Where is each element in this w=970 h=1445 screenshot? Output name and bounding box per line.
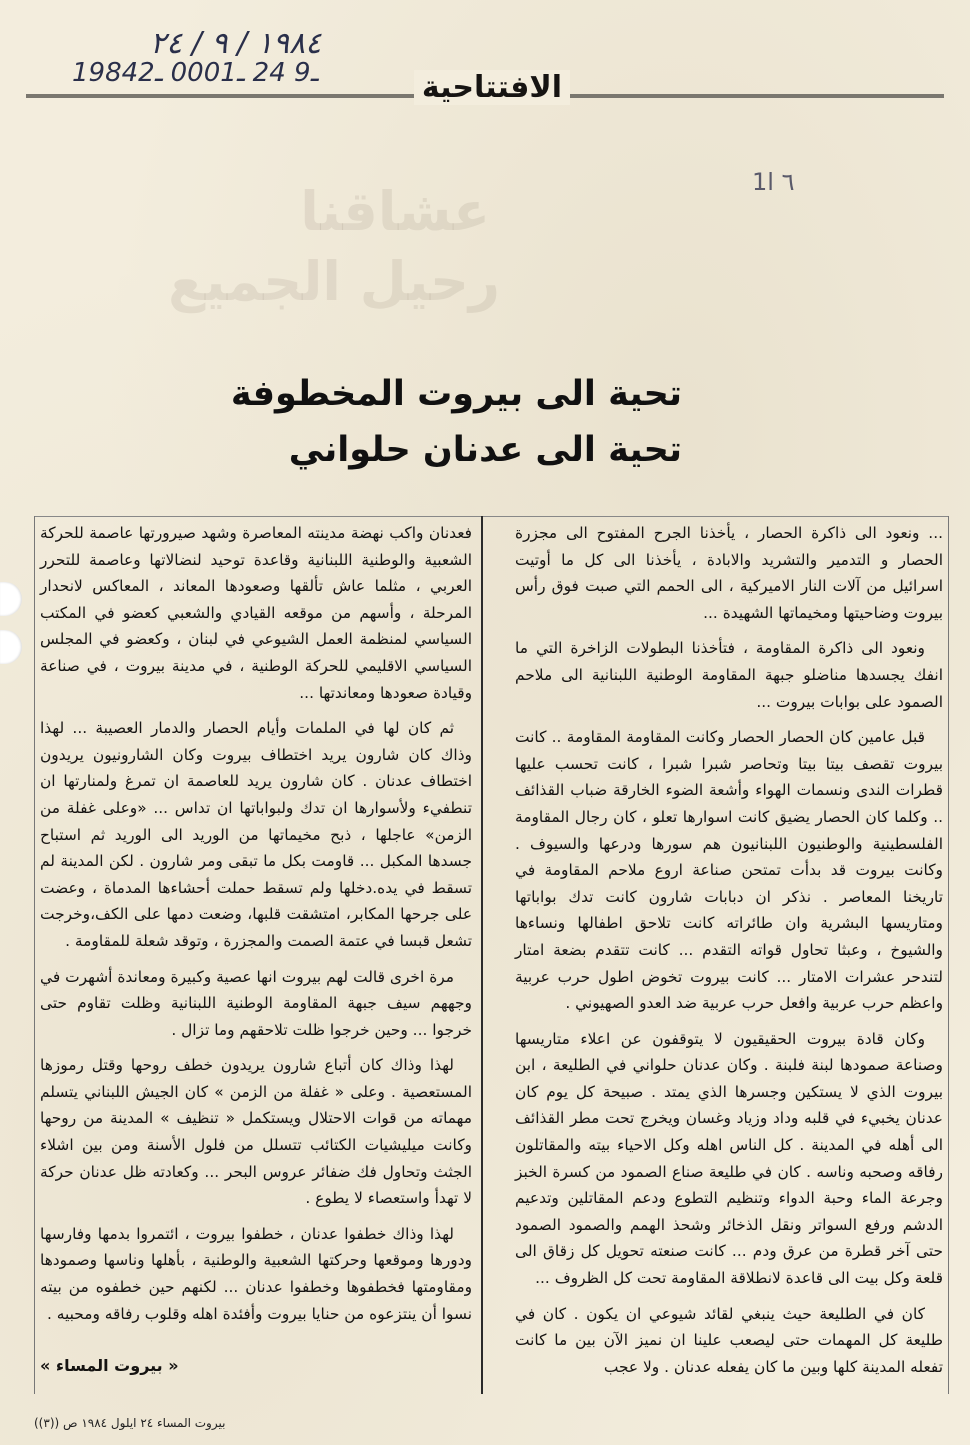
page-footer: بيروت المساء ٢٤ ايلول ١٩٨٤ ص ((٣)): [34, 1416, 226, 1430]
paragraph: مرة اخرى قالت لهم بيروت انها عصية وكبيرة ومعاندة أشهرت في وجههم سيف جبهة المقاومة الوطنية اللبنانية وظلت تقاوم حتى خرجوا ... وحين خرجوا ظلت تلاحقهم وما تزال .: [40, 967, 472, 1039]
paragraph: وكان قادة بيروت الحقيقيون لا يتوقفون عن اعلاء متاريسها وصناعة صمودها لبنة فلبنة . وكان عدنان حلواني في الطليعة ، ابن بيروت الذي لا يستكين وجسرها الذي يمتد . صبيحة كل يوم كان عدنان يخبيء في قلبه وداد وزياد وغسان ويخرج تحت مطر القذائف الى أهله في المدينة . كل الناس اهله وكل الاحياء بيته والمقاتلون رفاقه وصحبه وناسه . كان في طليعة صناع الصمود من كسرة الخبز وجرعة الماء وحبة الدواء وتنظيم التطوع ودعم المقاتلين وتدعيم الدشم ورفع السواتر ونقل الذخائر وشحذ الهمم والصمود الصمود حتى آخر قطرة من عرق ودم ... كانت صنعته تحويل كل زقاق الى قلعة وكل بيت الى قاعدة لانطلاقة المقاومة تحت كل الظروف ...: [515, 1029, 943, 1288]
paragraph: لهذا وذاك كان أتباع شارون يريدون خطف روحها وقتل رموزها المستعصية . وعلى « غفلة من الزمن » كان الجيش اللبناني يتسلم مهماته من قوات الاحتلال ويستكمل « تنظيف » المدينة من روحها وكانت ميليشيات الكتائب تتسلل من فلول الأسنة ومن بين اشلاء الجثث وتحاول فك ضفائر عروس البحر ... وكعادته ظل عدنان حركة لا تهدأ واستعصاء لا يطوع .: [40, 1056, 472, 1208]
handwritten-archive-code: 1984ـ9 24 ـ0001 ـ2: [72, 58, 319, 88]
bleed-through-text: رحيل الجميع: [168, 250, 500, 313]
paragraph: ثم كان لها في الملمات وأيام الحصار والدمار العصيبة ... لهذا وذاك كان شارون يريد اختطاف بيروت وكان الشارونيون يريدون اختطاف عدنان . كان شارون يريد للعاصمة ان تمرغ ولمنارتها ان تنطفيء ولأسوارها ان تدك ولبواباتها ان تداس ... «وعلى غفلة من الزمن» عاجلها ، ذبح مخيماتها من الوريد الى الوريد ثم استباح جسدها المكبل ... قاومت بكل ما تبقى ومر شارون . لكن المدينة لم تسقط في يده.دخلها ولم تسقط حملت أحشاءها المدماة ، وعضت على جرحها المكابر، امتشقت قلبها، وضعت دمها على الكف،وخرجت تشعل قبسا في عتمة الصمت والمجزرة ، وتوقد شعلة للمقاومة .: [40, 719, 472, 950]
article-column-right: [515, 520, 943, 1389]
paragraph: فعدنان واكب نهضة مدينته المعاصرة وشهد صيرورتها عاصمة للحركة الشعبية والوطنية اللبنانية وقاعدة توحيد لنضالاتها وعاصمة للتحرر العربي ، مثلما عاش تألقها وصعودها المعاند ، المعاكس لانحدار المرحلة ، وأسهم من موقعه القيادي والشعبي كعضو في المكتب السياسي لمنظمة العمل الشيوعي في لبنان ، وكعضو في المجلس السياسي الاقليمي للحركة الوطنية ، في مدينة بيروت ، في صناعة وقيادة صعودها ومعاندتها ...: [40, 524, 472, 702]
handwritten-date: ١٩٨٤ / ٩ / ٢٤: [150, 26, 322, 61]
column-divider: [481, 516, 483, 1394]
bleed-through-text: عشاقنا: [300, 180, 490, 243]
punch-hole: [0, 630, 22, 664]
section-title: الافتتاحية: [414, 70, 570, 105]
column-border-left: [34, 516, 35, 1394]
headline-line-1: تحية الى بيروت المخطوفة: [230, 374, 682, 414]
column-border-right: [948, 516, 949, 1394]
signature: « بيروت المساء »: [40, 1356, 179, 1376]
headline-line-2: تحية الى عدنان حلواني: [288, 430, 682, 470]
paragraph: كان في الطليعة حيث ينبغي لقائد شيوعي ان يكون . كان في طليعة كل المهمات حتى ليصعب علينا ان نميز الآن بين ما كانت تفعله المدينة كلها وبين ما كان يفعله عدنان . ولا عجب: [515, 1304, 943, 1376]
paragraph: قبل عامين كان الحصار الحصار وكانت المقاومة المقاومة .. كانت بيروت تقصف بيتا بيتا وتحاصر شبرا شبرا ، كانت تحسب عليها قطرات الندى ونسمات الهواء وأشعة الضوء الخارقة ضباب القذائف .. وكلما كان الحصار يضيق كانت اسوارها تعلو ، كان رجال المقاومة الفلسطينية والوطنيون اللبنانيون هم سورها ودرعها والسيوف . وكانت بيروت قد بدأت تمتحن صناعة اروع ملاحم المقاومة في تاريخنا المعاصر . نذكر ان دبابات شارون كانت تدك بواباتها ومتاريسها البشرية وان طائراته كانت تلاحق اطفالها ونساءها والشيوخ ، وعبثا تحاول قواته التقدم ... كانت تتقدم بضعة امتار لتندحر عشرات الامتار ... كانت بيروت تخوض اطول حرب عربية واعظم حرب عربية وافعل حرب عربية ضد العدو الصهيوني .: [515, 728, 943, 1013]
punch-hole: [0, 582, 22, 616]
pencil-mark: 1٦ ا: [752, 168, 795, 196]
paragraph: لهذا وذاك خطفوا عدنان ، خطفوا بيروت ، ائتمروا بدمها وفارسها ودورها وموقعها وحركتها الشعبية والوطنية ، بأهلها وناسها وصمودها ومقاومتها فخطفوها وخطفوا عدنان ... لكنهم حين خطفوه من بيته نسوا أن ينتزعوه من حنايا بيروت وأفئدة اهله وقلوب رفاقه ومحبيه .: [40, 1224, 472, 1323]
article-column-left: [40, 520, 472, 1389]
paragraph: ... ونعود الى ذاكرة الحصار ، يأخذنا الجرح المفتوح الى مجزرة الحصار و التدمير والتشريد والابادة ، يأخذنا الى كل ما أوتيت اسرائيل من آلات النار الاميركية ، الى الحمم التي صبت فوق رأس بيروت وضاحيتها ومخيماتها الشهيدة ...: [515, 524, 943, 622]
paragraph: ونعود الى ذاكرة المقاومة ، فتأخذنا البطولات الزاخرة التي ما انفك يجسدها مناضلو جبهة المقاومة الوطنية اللبنانية الى ملاحم الصمود على بوابات بيروت ...: [515, 639, 943, 711]
